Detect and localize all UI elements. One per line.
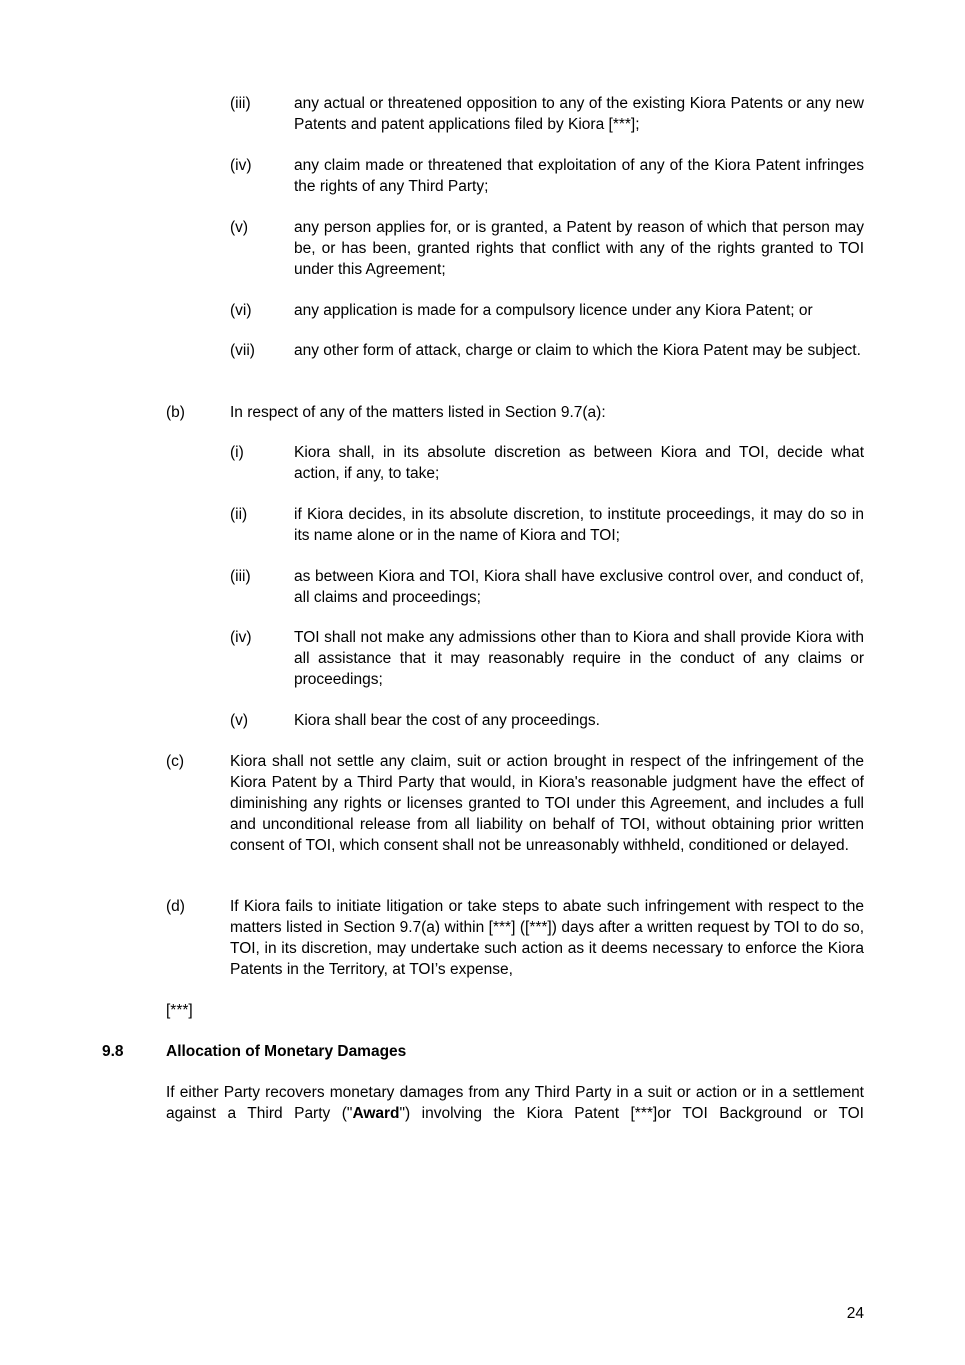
page-number: 24 bbox=[846, 1305, 864, 1322]
item-text: Kiora shall not settle any claim, suit or action brought in respect of the infringement of the Kiora Patent by a Third Party that would, in Kiora's reasonable judgment have the effect of diminishing any rights or licenses granted to TOI under this Agreement, and includes a full and unconditional release from all liability on behalf of TOI, without obtaining prior written consent of TOI, which consent shall not be unreasonably withheld, conditioned or delayed. bbox=[230, 753, 864, 854]
redacted-text: [***] bbox=[166, 1002, 193, 1019]
item-number: (v) bbox=[230, 219, 249, 236]
list-item-d bbox=[166, 896, 864, 980]
section-title: Allocation of Monetary Damages bbox=[166, 1043, 407, 1060]
list-item-c bbox=[166, 751, 864, 856]
item-text: any person applies for, or is granted, a Patent by reason of which that person may be, or has been, granted rights that conflict with any of the rights granted to TOI under this Agreement; bbox=[294, 219, 864, 278]
item-number: (iii) bbox=[230, 568, 251, 585]
section-number: 9.8 bbox=[102, 1043, 124, 1060]
item-number: (c) bbox=[166, 753, 185, 770]
item-text: as between Kiora and TOI, Kiora shall have exclusive control over, and conduct of, all claims and proceedings; bbox=[294, 568, 864, 606]
item-text: Kiora shall, in its absolute discretion as between Kiora and TOI, decide what action, if any, to take; bbox=[294, 444, 864, 482]
item-number: (iv) bbox=[230, 629, 252, 646]
item-text: any actual or threatened opposition to any of the existing Kiora Patents or any new Patents and patent applications filed by Kiora [***]; bbox=[294, 95, 864, 133]
list-item-b-v bbox=[230, 710, 864, 731]
paragraph-text-end: ") involving the Kiora Patent [***]or TOI Background or TOI bbox=[399, 1105, 864, 1122]
item-number: (d) bbox=[166, 898, 185, 915]
list-item-b-iv bbox=[230, 627, 864, 690]
list-item-a-vi bbox=[230, 300, 864, 321]
list-item-a-iii bbox=[230, 93, 864, 135]
list-item-a-vii bbox=[230, 340, 864, 361]
list-item-b bbox=[166, 402, 864, 423]
item-number: (iv) bbox=[230, 157, 252, 174]
item-text: any application is made for a compulsory licence under any Kiora Patent; or bbox=[294, 302, 813, 319]
item-number: (b) bbox=[166, 404, 185, 421]
section-paragraph bbox=[166, 1082, 864, 1124]
list-item-a-v bbox=[230, 217, 864, 280]
paragraph-text-start: If either Party recovers monetary damages from any Third Party in a suit or action or in a settlement against a Third Party (" bbox=[166, 1084, 864, 1122]
defined-term-award: Award bbox=[352, 1105, 400, 1122]
item-number: (v) bbox=[230, 712, 249, 729]
item-text: Kiora shall bear the cost of any proceedings. bbox=[294, 712, 600, 729]
item-number: (i) bbox=[230, 444, 244, 461]
section-heading bbox=[102, 1041, 406, 1062]
list-item-a-iv bbox=[230, 155, 864, 197]
item-text: any claim made or threatened that exploitation of any of the Kiora Patent infringes the rights of any Third Party; bbox=[294, 157, 864, 195]
item-number: (ii) bbox=[230, 506, 248, 523]
list-item-b-i bbox=[230, 442, 864, 484]
item-text: any other form of attack, charge or claim to which the Kiora Patent may be subject. bbox=[294, 342, 861, 359]
item-text: In respect of any of the matters listed in Section 9.7(a): bbox=[230, 404, 606, 421]
item-text: If Kiora fails to initiate litigation or take steps to abate such infringement with respect to the matters listed in Section 9.7(a) within [***] ([***]) days after a written request by TOI to do so, TOI, in its discretion, may undertake such action as it deems necessary to enforce the Kiora Patents in the Territory, at TOI’s expense, bbox=[230, 898, 864, 978]
item-number: (vi) bbox=[230, 302, 252, 319]
list-item-b-ii bbox=[230, 504, 864, 546]
list-item-b-iii bbox=[230, 566, 864, 608]
item-number: (vii) bbox=[230, 342, 255, 359]
item-number: (iii) bbox=[230, 95, 251, 112]
item-text: TOI shall not make any admissions other than to Kiora and shall provide Kiora with all assistance that it may reasonably require in the conduct of any claims or proceedings; bbox=[294, 629, 864, 688]
item-text: if Kiora decides, in its absolute discretion, to institute proceedings, it may do so in its name alone or in the name of Kiora and TOI; bbox=[294, 506, 864, 544]
